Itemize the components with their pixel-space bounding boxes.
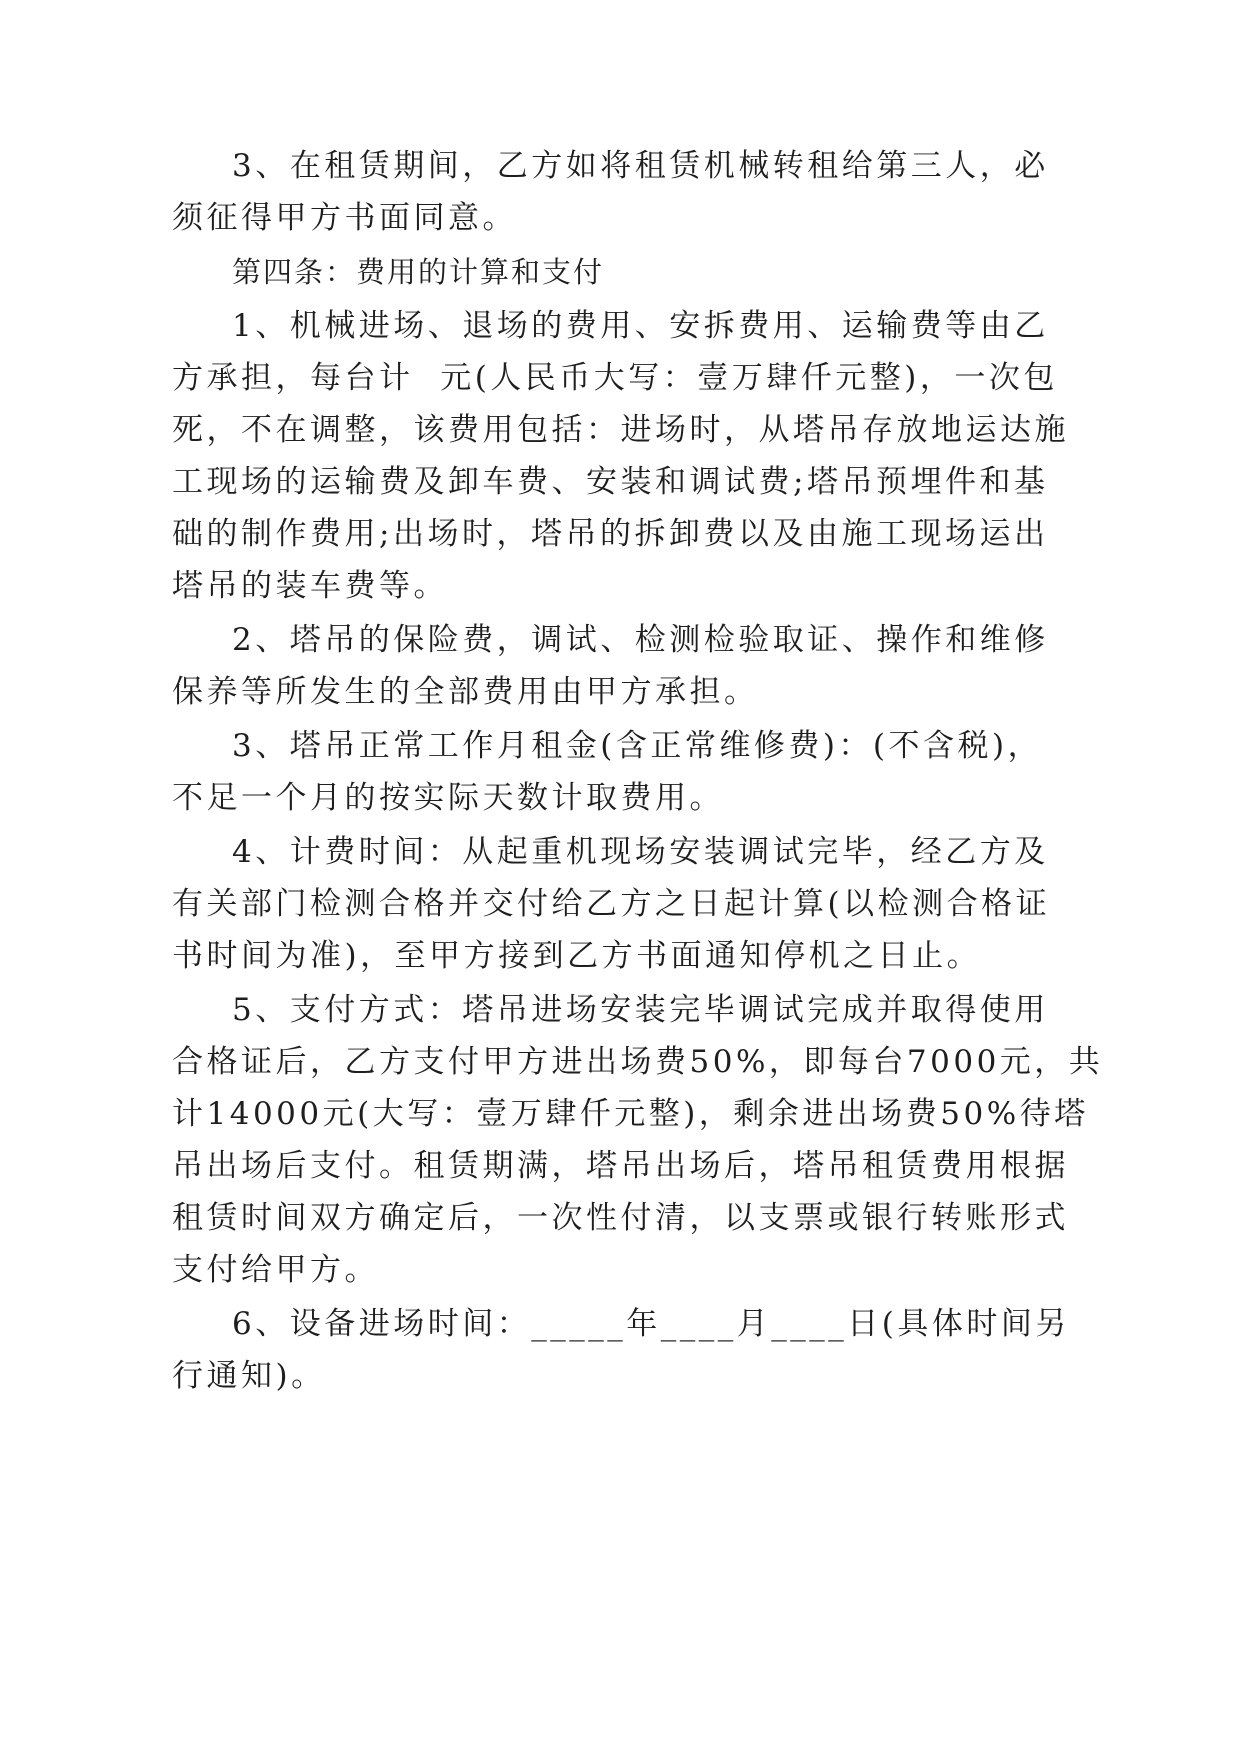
item-3-line-2: 不足一个月的按实际天数计取费用。 <box>172 780 724 816</box>
item-1-line-2: 方承担，每台计 元(人民币大写：壹万肆仟元整)，一次包 <box>172 360 1058 396</box>
item-6-line-2: 行通知)。 <box>172 1358 326 1394</box>
item-1-line-1: 1、机械进场、退场的费用、安拆费用、运输费等由乙 <box>232 308 1049 344</box>
item-5-line-6: 支付给甲方。 <box>172 1252 379 1288</box>
item-5-line-3: 计14000元(大写：壹万肆仟元整)，剩余进出场费50%待塔 <box>172 1096 1089 1132</box>
item-3-line-1: 3、塔吊正常工作月租金(含正常维修费)：(不含税)， <box>232 728 1043 764</box>
item-5-line-2: 合格证后，乙方支付甲方进出场费50%，即每台7000元，共 <box>172 1044 1104 1080</box>
paragraph-3-line-1: 3、在租赁期间，乙方如将租赁机械转租给第三人，必 <box>232 148 1049 184</box>
paragraph-3-line-2: 须征得甲方书面同意。 <box>172 200 517 236</box>
item-5-line-1: 5、支付方式：塔吊进场安装完毕调试完成并取得使用 <box>232 992 1049 1028</box>
item-1-line-6: 塔吊的装车费等。 <box>172 568 448 604</box>
item-1-line-3: 死，不在调整，该费用包括：进场时，从塔吊存放地运达施 <box>172 412 1069 448</box>
item-4-line-2: 有关部门检测合格并交付给乙方之日起计算(以检测合格证 <box>172 886 1051 922</box>
section-heading: 第四条：费用的计算和支付 <box>232 255 605 289</box>
item-2-line-2: 保养等所发生的全部费用由甲方承担。 <box>172 674 759 710</box>
item-2-line-1: 2、塔吊的保险费，调试、检测检验取证、操作和维修 <box>232 622 1049 658</box>
item-6-line-1: 6、设备进场时间：_____年____月____日(具体时间另 <box>232 1306 1070 1342</box>
item-4-line-3: 书时间为准)，至甲方接到乙方书面通知停机之日止。 <box>172 938 982 974</box>
item-4-line-1: 4、计费时间：从起重机现场安装调试完毕，经乙方及 <box>232 834 1049 870</box>
item-1-line-5: 础的制作费用;出场时，塔吊的拆卸费以及由施工现场运出 <box>172 516 1049 552</box>
item-1-line-4: 工现场的运输费及卸车费、安装和调试费;塔吊预埋件和基 <box>172 464 1049 500</box>
item-5-line-4: 吊出场后支付。租赁期满，塔吊出场后，塔吊租赁费用根据 <box>172 1148 1069 1184</box>
item-5-line-5: 租赁时间双方确定后，一次性付清，以支票或银行转账形式 <box>172 1200 1069 1236</box>
